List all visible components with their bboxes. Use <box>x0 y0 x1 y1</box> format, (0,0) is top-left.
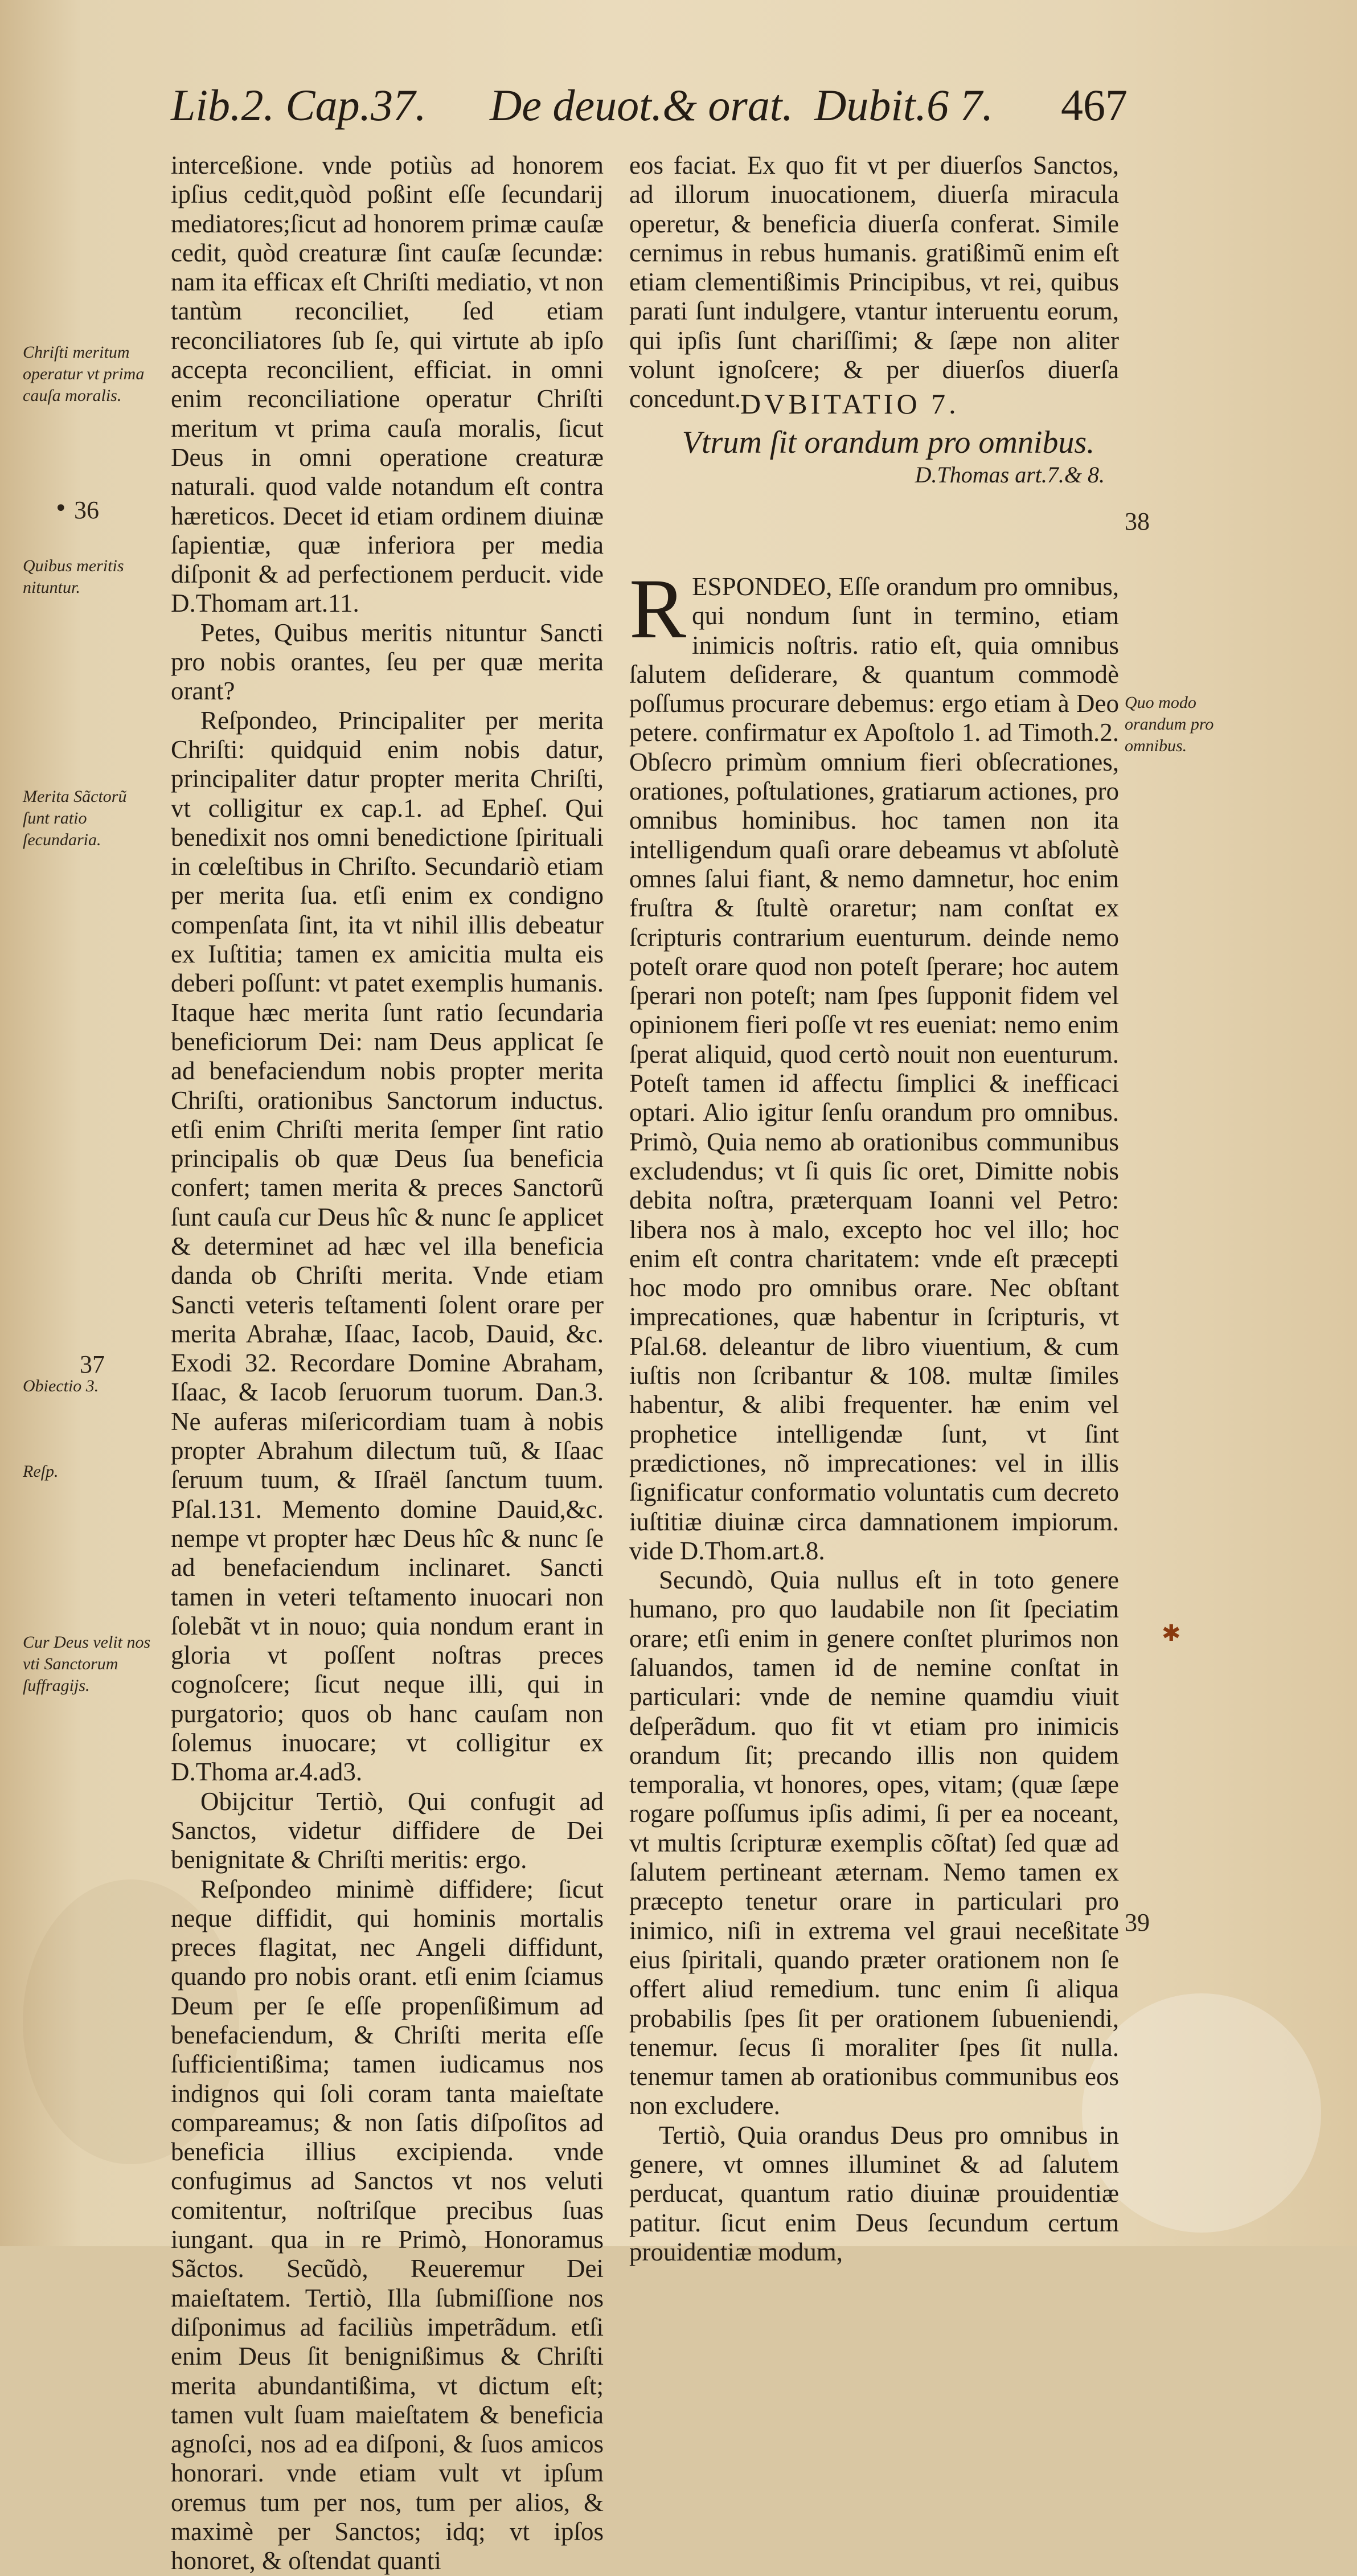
ornament-mark: ✱ <box>1162 1620 1181 1647</box>
paragraph: Reſpondeo minimè diffidere; ſicut neque diffidit, qui hominis mortalis preces flagitat, nec Angeli diffidunt, quando pro nobis orant. etſi enim ſciamus Deum per ſe eſſe propenſißimum ad benefaciendum, & Chriſti merita eſſe ſufficientißima; tamen iudicamus nos indignos qui ſoli coram tanta maieſtate compareamus; & non ſatis diſpoſitos ad beneficia illius excipienda. vnde confugimus ad Sanctos vt nos veluti comitentur, noſtriſque precibus ſuas iungant. qua in re Primò, Honoramus Sãctos. Secũdò, Reueremur Dei maieſtatem. Tertiò, Illa ſubmiſſione nos diſponimus ad faciliùs impetrãdum. etſi enim Deus ſit benignißimus & Chriſti merita abundantißima, vt dictum eſt; tamen vult ſuam maieſtatem & beneficia agnoſci, nos ad ea diſponi, & ſuos amicos honorari. vnde etiam vult vt ipſum oremus tum per nos, tum per alios, & maximè per Sanctos; idq; vt ipſos honoret, & oſtendat quanti <box>171 1874 604 2575</box>
asterisk-mark: • <box>54 495 68 522</box>
margin-note: Quo modo orandum pro omnibus. <box>1125 693 1214 755</box>
section-number: 37 <box>80 1350 105 1378</box>
paragraph <box>629 562 1120 1566</box>
drop-cap: R <box>629 562 687 656</box>
dubitatio-reference: D.Thomas art.7.& 8. <box>915 462 1105 488</box>
section-number: 36 <box>74 496 99 524</box>
paragraph: Petes, Quibus meritis nituntur Sancti pro nobis orantes, ſeu per quæ merita orant? <box>171 618 604 706</box>
running-header <box>171 80 1128 142</box>
paragraph: Obijcitur Tertiò, Qui confugit ad Sanctos, videtur diffidere de Dei benignitate & Chriſti meritis: ergo. <box>171 1787 604 1874</box>
page-number: 467 <box>1061 80 1128 130</box>
margin-note: Cur Deus velit nos vti Sanctorum ſuffragijs. <box>23 1633 151 1695</box>
margin-note: Reſp. <box>23 1462 59 1481</box>
paragraph: Secundò, Quia nullus eſt in toto genere humano, pro quo laudabile non ſit ſpeciatim orare; etſi enim in genere conſtet plurimos non ſaluandos, tamen id de nemine conſtat in particulari: vnde de nemine quamdiu viuit deſperãdum. quo fit vt etiam pro inimicis orandum ſit; precando illis non quidem temporalia, vt honores, opes, vitam; (quæ ſæpe rogare poſſumus ipſis adimi, ſi per ea noceant, vt multis ſcripturæ exemplis cõſtat) ſed quæ ad ſalutem pertineant æternam. Nemo tamen ex præcepto tenetur orare in particulari pro inimico, niſi in extrema vel graui neceßitate eius ſpiritali, quando præter orationem non ſe offert aliud remedium. tunc enim ſi aliqua probabilis ſpes ſit per orationem ſubueniendi, tenemur. ſecus ſi moraliter ſpes ſit nulla. tenemur tamen ab orationibus communibus eos non excludere. <box>629 1566 1119 2120</box>
paragraph: Reſpondeo, Principaliter per merita Chriſti: quidquid enim nobis datur, principaliter datur propter merita Chriſti, vt colligitur ex cap.1. ad Epheſ. Qui benedixit nos omni benedictione ſpirituali in cœleſtibus in Chriſto. Secundariò etiam per merita ſua. etſi enim ex condigno compenſata ſint, ita vt nihil illis debeatur ex Iuſtitia; tamen ex amicitia multa eis deberi poſſunt: vt patet exemplis humanis. Itaque hæc merita ſunt ratio ſecundaria beneficiorum Dei: nam Deus applicat ſe ad benefaciendum nobis propter merita Chriſti, orationibus Sanctorum inductus. etſi enim Chriſti merita ſemper ſint ratio principalis ob quæ Deus ſua beneficia confert; tamen merita & preces Sanctorũ ſunt cauſa cur Deus hîc & nunc ſe applicet & determinet ad hæc vel illa beneficia danda ob Chriſti merita. Vnde etiam Sancti veteris teſtamenti ſolent orare per merita Abrahæ, Iſaac, Iacob, Dauid, &c. Exodi 32. Recordare Domine Abraham, Iſaac, & Iacob ſeruorum tuorum. Dan.3. Ne auferas miſericordiam tuam à nobis propter Abrahum dilectum tuũ, & Iſaac ſeruum tuum, & Iſraël ſanctum tuum. Pſal.131. Memento domine Dauid,&c. nempe vt propter hæc Deus hîc & nunc ſe ad benefaciendum inclinaret. Sancti tamen in veteri teſtamento inuocari non ſolebãt vt in nouo; quia nondum erant in gloria vt poſſent noſtras preces cognoſcere; ſicut neque illi, qui in purgatorio; quos ob hanc cauſam non ſolemus inuocare; vt colligitur ex D.Thoma ar.4.ad3. <box>171 706 604 1787</box>
margin-note: Merita Sãctorũ ſunt ratio ſecundaria. <box>23 787 127 849</box>
paragraph: eos faciat. Ex quo fit vt per diuerſos Sanctos, ad illorum inuocationem, diuerſa miracula operetur, & beneficia diuerſa conferat. Simile cernimus in rebus humanis. gratißimũ enim eſt etiam clementißimis Principibus, vt rei, quibus parati ſunt indulgere, vtantur interuentu eorum, qui ipſis ſunt chariſſimi; & ſæpe non aliter volunt ignoſcere; & per diuerſos diuerſa concedunt. <box>629 151 1119 413</box>
paragraph: interceßione. vnde potiùs ad honorem ipſius cedit,quòd poßint eſſe ſecundarij mediatores;ſicut ad honorem primæ cauſæ cedit, quòd creaturæ ſint cauſæ ſecundæ: nam ita efficax eſt Chriſti mediatio, vt non tantùm reconciliet, ſed etiam reconciliatores ſub ſe, qui virtute ab ipſo accepta reconcilient, efficiat. in omni enim reconciliatione operatur Chriſti meritum vt prima cauſa moralis, ſicut Deus in omni operatione creaturæ naturali. quod valde notandum eſt contra hæreticos. Decet id etiam ordinem diuinæ ſapientiæ, quæ inferiora per media diſponit & ad perfectionem perducit. vide D.Thomam art.11. <box>171 151 604 618</box>
margin-note: Quibus meritis nituntur. <box>23 556 124 597</box>
left-column <box>171 151 604 2576</box>
header-book-chapter: Lib.2. Cap.37. <box>171 80 427 130</box>
right-column-top <box>629 151 1119 414</box>
paragraph-text: ESPONDEO, Eſſe orandum pro omnibus, qui nondum ſunt in termino, etiam inimicis noſtris. ratio eſt, quia omnibus ſalutem deſiderare, & quantum commodè poſſumus procurare debemus: ergo etiam à Deo petere. confirmatur ex Apoſtolo 1. ad Timoth.2. Obſecro primùm omnium fieri obſecrationes, orationes, poſtulationes, gratiarum actiones, pro omnibus hominibus. hoc tamen non ita intelligendum quaſi orare debeamus vt abſolutè omnes ſalui fiant, & nemo damnetur, hoc enim fruſtra & ſtultè oraretur; nam conſtat ex ſcripturis contrarium euenturum. deinde nemo poteſt orare quod non poteſt ſperare; hoc autem ſperari non poteſt; nam ſpes ſupponit fidem vel opinionem fieri poſſe vt res eueniat: nemo enim ſperat aliquid, quod certò nouit non euenturum. Poteſt tamen id affectu ſimplici & inefficaci optari. Alio igitur ſenſu orandum pro omnibus. Primò, Quia nemo ab orationibus communibus excludendus; vt ſi quis ſic oret, Dimitte nobis debita noſtra, præterquam Ioanni vel Petro: libera nos à malo, excepto hoc vel illo; hoc enim eſt contra charitatem: vnde eſt præcepti hoc modo pro omnibus orare. Nec obſtant imprecationes, quæ habentur in ſcripturis, vt Pſal.68. deleantur de libro viuentium, & cum iuſtis non ſcribantur & 108. multæ ſimiles habentur, & alibi frequenter. hæ enim vel prophetice intelligendæ ſunt, vt ſint prædictiones, nõ imprecationes: vel in illis ſignificatur conformatio voluntatis cum decreto iuſtitiæ diuinæ circa damnationem impiorum. vide D.Thom.art.8. <box>629 572 1120 1565</box>
dubitatio-title: Vtrum ſit orandum pro omnibus. <box>682 425 1095 460</box>
header-topic: De deuot.& orat. <box>490 80 793 130</box>
paragraph: Tertiò, Quia orandus Deus pro omnibus in genere, vt omnes illuminet & ad ſalutem perducat, quantum ratio diuinæ prouidentiæ patitur. ſicut enim Deus ſecundum certum prouidentiæ modum, <box>629 2120 1119 2266</box>
right-column-lower <box>629 562 1120 2267</box>
dubitatio-label: DVBITATIO 7. <box>740 388 960 420</box>
header-dubitatio: Dubit.6 7. <box>814 80 994 130</box>
section-number: 39 <box>1125 1909 1150 1936</box>
margin-note: Obiectio 3. <box>23 1377 99 1395</box>
margin-note: Chriſti meritum operatur vt prima cauſa moralis. <box>23 343 145 405</box>
section-number: 38 <box>1125 507 1150 535</box>
